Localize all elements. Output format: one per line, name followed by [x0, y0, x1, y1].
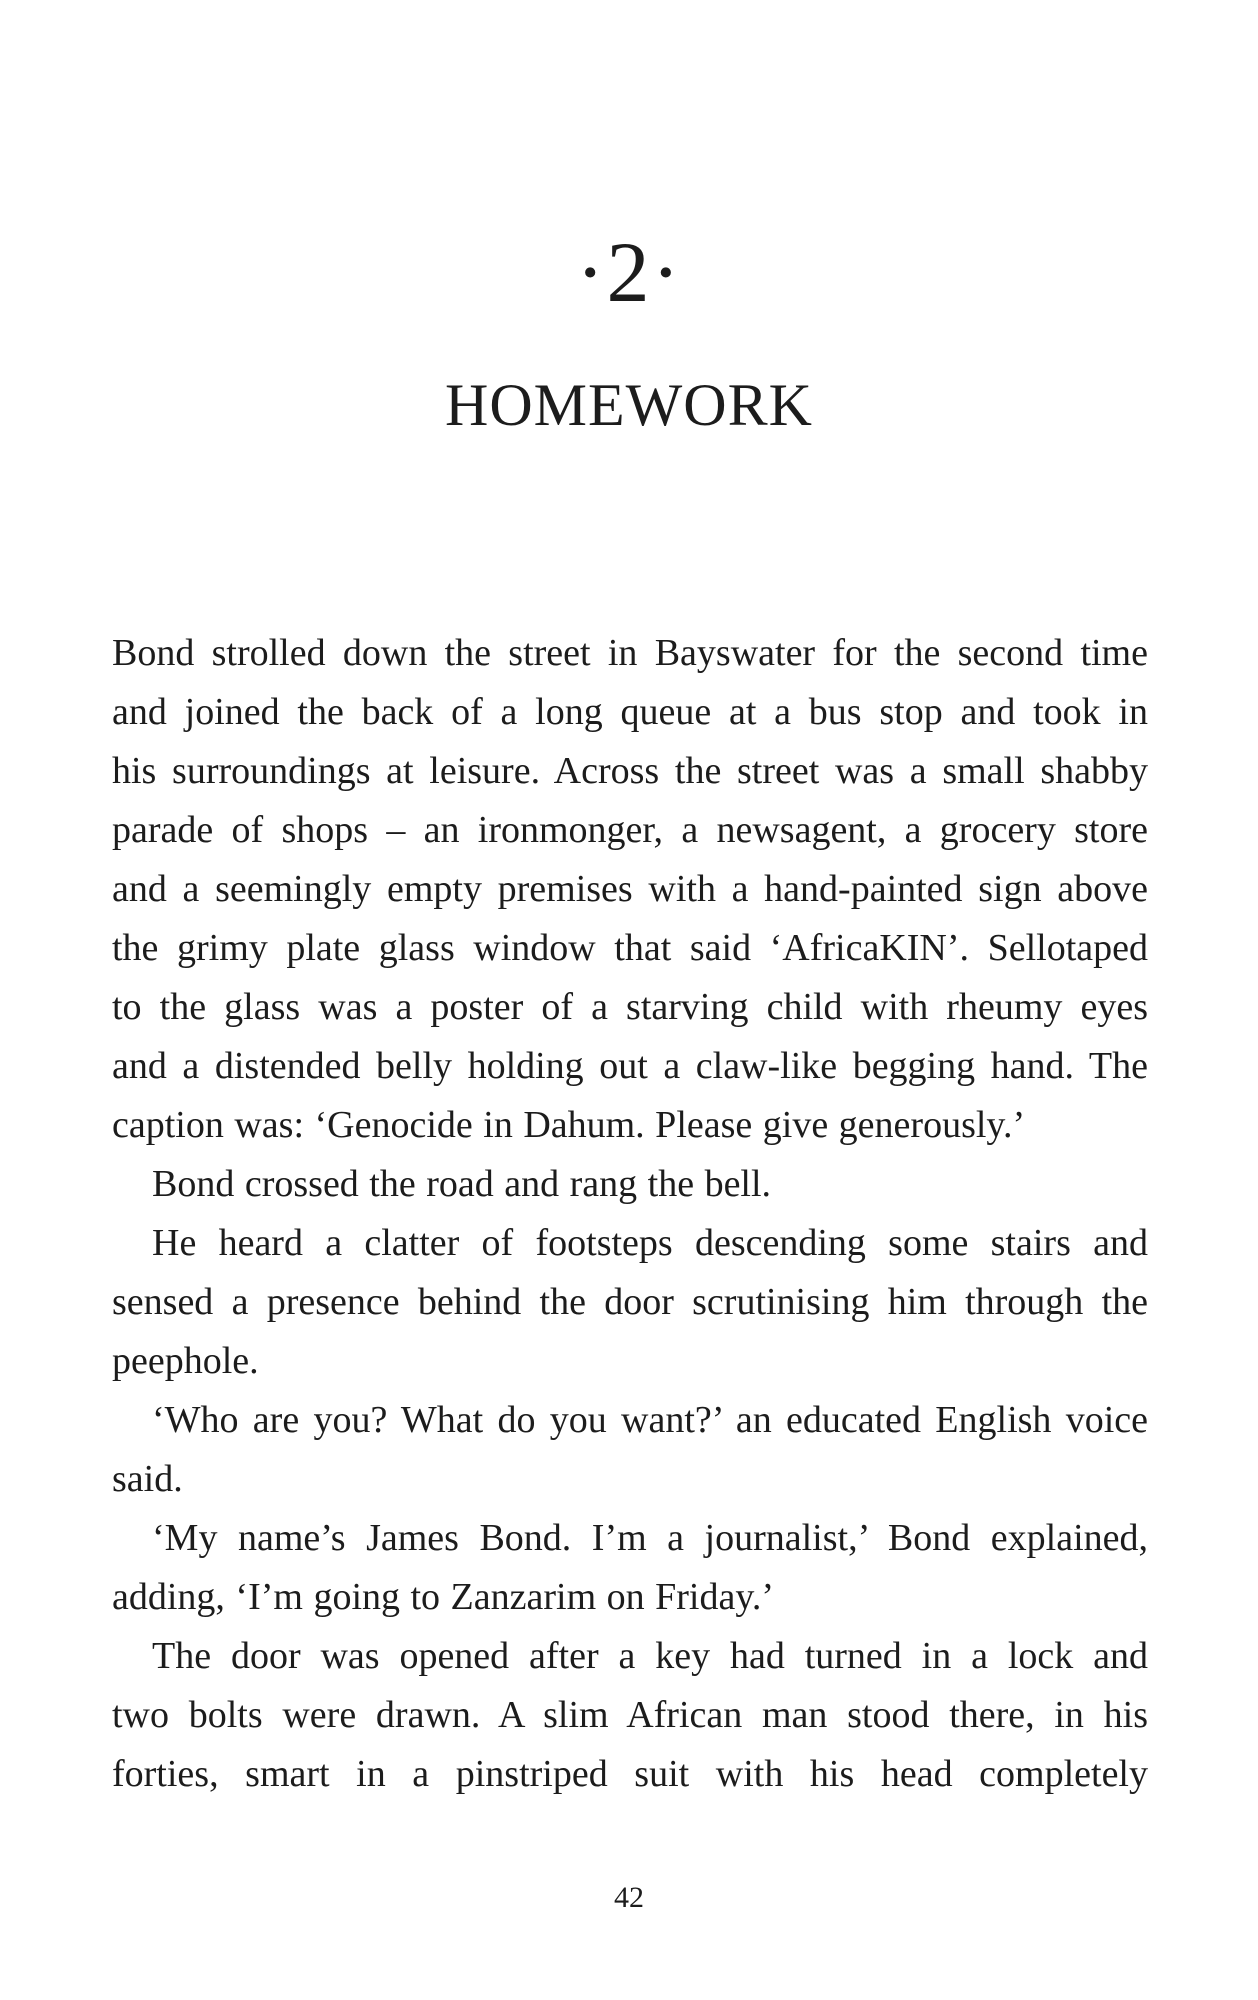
text-line: and a distended belly holding out a claw-like begging hand. The	[112, 1045, 1148, 1087]
text-line: two bolts were drawn. A slim African man stood there, in his	[112, 1694, 1148, 1736]
text-line: sensed a presence behind the door scrutinising him through the	[112, 1281, 1148, 1323]
text-line: caption was: ‘Genocide in Dahum. Please give generously.’	[112, 1104, 1026, 1146]
text-line: The door was opened after a key had turned in a lock and	[152, 1635, 1148, 1677]
text-line: Bond strolled down the street in Bayswater for the second time	[112, 632, 1148, 674]
text-line: and a seemingly empty premises with a hand-painted sign above	[112, 868, 1148, 910]
chapter-title: HOMEWORK	[445, 372, 813, 438]
text-line: and joined the back of a long queue at a bus stop and took in	[112, 691, 1148, 733]
text-line: ‘My name’s James Bond. I’m a journalist,’ Bond explained,	[152, 1517, 1148, 1559]
text-line: the grimy plate glass window that said ‘AfricaKIN’. Sellotaped	[112, 927, 1148, 969]
text-line: He heard a clatter of footsteps descending some stairs and	[152, 1222, 1148, 1264]
text-line: to the glass was a poster of a starving child with rheumy eyes	[112, 986, 1148, 1028]
text-line: peephole.	[112, 1340, 259, 1382]
text-line: ‘Who are you? What do you want?’ an educated English voice	[152, 1399, 1148, 1441]
body-text	[112, 624, 1148, 1804]
text-line: his surroundings at leisure. Across the street was a small shabby	[112, 750, 1148, 792]
text-line: Bond crossed the road and rang the bell.	[152, 1163, 772, 1205]
text-line: parade of shops – an ironmonger, a newsagent, a grocery store	[112, 809, 1148, 851]
chapter-number: ·2·	[575, 224, 683, 320]
text-line: adding, ‘I’m going to Zanzarim on Friday.’	[112, 1576, 775, 1618]
page-number: 42	[614, 1881, 644, 1914]
text-line: forties, smart in a pinstriped suit with his head completely	[112, 1753, 1148, 1795]
text-line: said.	[112, 1458, 183, 1500]
